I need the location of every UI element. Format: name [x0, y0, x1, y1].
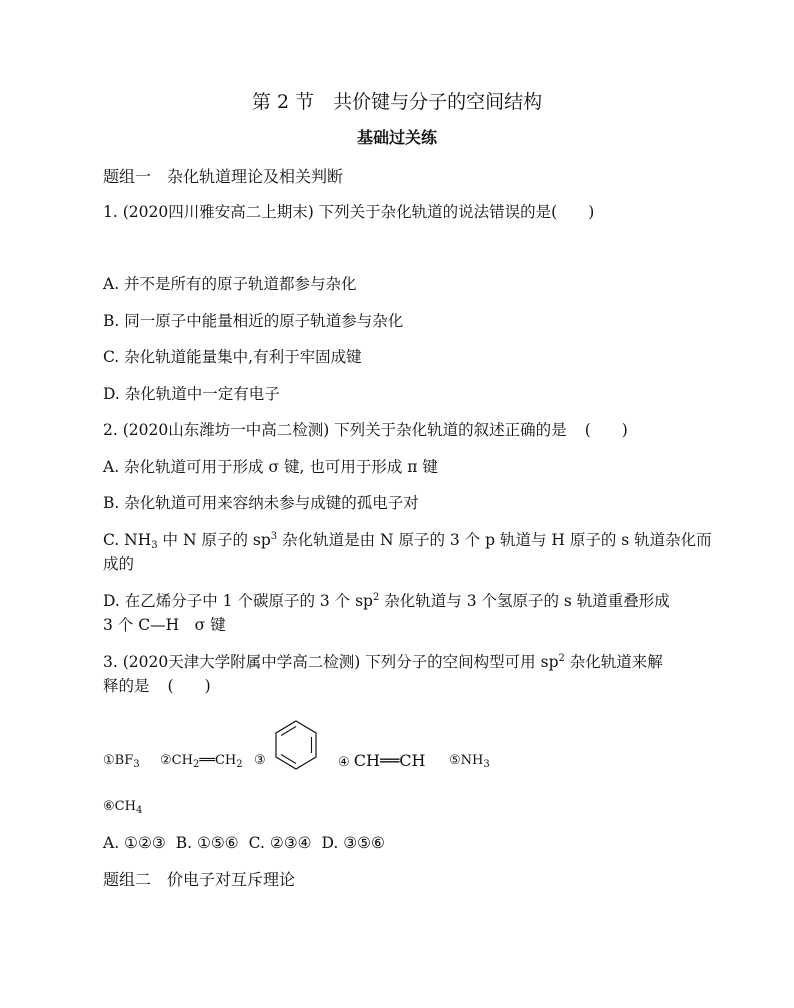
q2-answer-paren: ( ): [584, 421, 628, 439]
q3-option-a: A. ①②③: [103, 834, 166, 852]
question-2-stem: [103, 420, 628, 440]
q2-option-d: D. 在乙烯分子中 1 个碳原子的 3 个 $sp^2$ 杂化轨道与 3 个氢原子的 s 轨道重叠形成: [103, 592, 670, 610]
q3-option-c: C. ②③④: [248, 834, 312, 852]
question-3-stem-cont: 释的是 ( ): [103, 677, 211, 695]
q1-option-c: C. 杂化轨道能量集中,有利于牢固成键: [103, 348, 362, 366]
molecule-3-label: ③: [254, 753, 266, 768]
q1-option-a: A. 并不是所有的原子轨道都参与杂化: [103, 275, 357, 293]
molecule-4: ④ CH══CH: [338, 751, 426, 770]
benzene-structure: [272, 718, 320, 772]
q2-option-d-cont: 3 个 C—H σ 键: [103, 616, 226, 634]
q1-option-b: B. 同一原子中能量相近的原子轨道参与杂化: [103, 312, 404, 330]
q3-option-d: D. ③⑤⑥: [321, 834, 385, 852]
q2-option-c: C. $NH_3$ 中 N 原子的 $sp^3$ 杂化轨道是由 N 原子的 3 个 p 轨道与 H 原子的 s 轨道杂化而: [103, 531, 712, 551]
section-subtitle: 基础过关练: [356, 128, 437, 147]
group-heading-1: 题组一 杂化轨道理论及相关判断: [103, 167, 344, 186]
page-title: 第 2 节 共价键与分子的空间结构: [251, 91, 543, 113]
q2-stem-text: 2. (2020山东潍坊一中高二检测) 下列关于杂化轨道的叙述正确的是: [103, 421, 567, 439]
group-heading-2: 题组二 价电子对互斥理论: [103, 870, 296, 889]
q1-option-d: D. 杂化轨道中一定有电子: [103, 385, 280, 403]
q3-options: [103, 833, 385, 853]
molecule-5: $⑤NH_3$: [449, 753, 490, 770]
q2-option-c-cont: 成的: [103, 555, 135, 573]
q2-option-b: B. 杂化轨道可用来容纳未参与成键的孤电子对: [103, 494, 419, 512]
q3-option-b: B. ①⑤⑥: [175, 834, 239, 852]
molecule-6: $⑥CH_4$: [103, 799, 143, 816]
molecule-2: $②CH_2══CH_2$: [160, 753, 243, 770]
q2-option-a: A. 杂化轨道可用于形成 σ 键, 也可用于形成 π 键: [103, 458, 438, 476]
q3-answer-paren: ( ): [167, 677, 211, 695]
molecule-1: $①BF_3$: [103, 753, 140, 770]
question-3-stem: 3. (2020天津大学附属中学高二检测) 下列分子的空间构型可用 $sp^2$ 杂化轨道来解: [103, 653, 663, 671]
question-1-stem: 1. (2020四川雅安高二上期末) 下列关于杂化轨道的说法错误的是( ): [103, 203, 595, 221]
